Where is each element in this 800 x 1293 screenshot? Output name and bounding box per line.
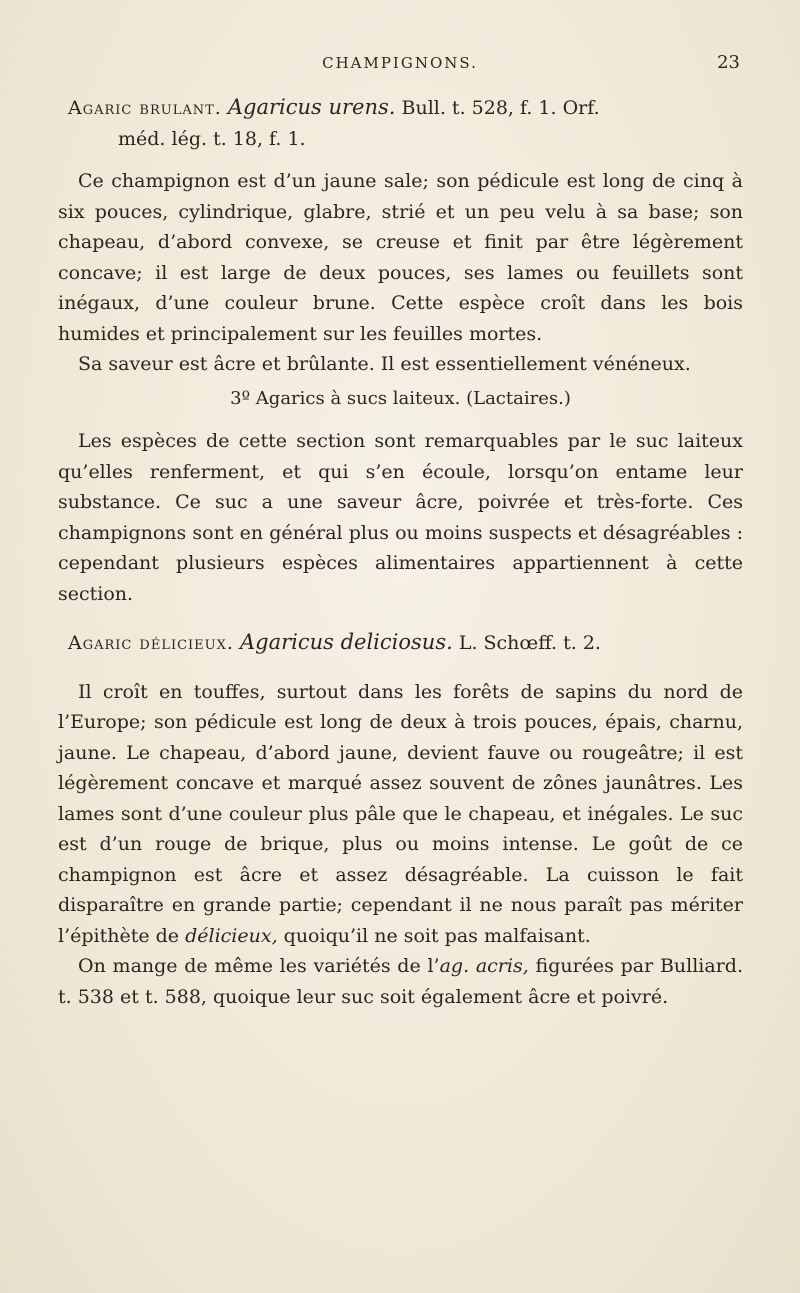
entry-latin-name: Agaricus urens. [227,95,396,119]
paragraph-description-1: Ce champignon est d’un jaune sale; son pédicule est long de cinq à six pouces, cylindrique, glabre, strié et un peu velu à sa base; son chapeau, d’abord convexe, se creuse et finit par être légèrement concave; il est large de deux pouces, ses lames ou feuillets sont inégaux, d’une couleur brune. Cette espèce croît dans les bois humides et principalement sur les feuilles mortes. [58,170,743,345]
entry-common-name: Agaric brulant. [68,97,222,119]
entry-reference: L. Schœff. t. 2. [458,632,601,654]
entry-latin-name: Agaricus deliciosus. [239,630,453,654]
running-head: CHAMPIGNONS. [322,54,478,72]
entry-common-name: Agaric délicieux. [68,632,234,654]
paragraph-text-end: figurées par Bulliard. t. 538 et t. 588, quoique leur suc soit également âcre et poivré. [58,955,743,1008]
entry-reference: Bull. t. 528, f. 1. Orf. [401,97,600,119]
paragraph-text: On mange de même les variétés de l’ [78,955,440,977]
page-number: 23 [717,52,740,73]
paragraph-description-2 [58,677,743,952]
paragraph-taste-1: Sa saveur est âcre et brûlante. Il est essentiellement vénéneux. [78,353,691,375]
page-header [0,50,800,80]
entry-heading-agaric-brulant [58,92,743,154]
emphasis-word: délicieux, [185,924,278,947]
entry-reference-continued: méd. lég. t. 18, f. 1. [118,127,306,150]
section-title-lactaires: 3º Agarics à sucs laiteux. (Lactaires.) [230,387,571,409]
paragraph-varieties [58,951,743,1012]
paragraph-text-end: quoiqu’il ne soit pas malfaisant. [283,924,591,947]
page-body [58,92,743,1012]
paragraph-section-intro: Les espèces de cette section sont remarquables par le suc laiteux qu’elles renferment, et qui s’en écoule, lorsqu’on entame leur substance. Ce suc a une saveur âcre, poivrée et très-forte. Ces champignons sont en général plus ou moins suspects et désagréables : cependant plusieurs espèces alimentaires appartiennent à cette section. [58,430,743,605]
entry-heading-agaric-delicieux [58,627,743,659]
emphasis-species: ag. acris, [439,955,529,977]
paragraph-text: Il croît en touffes, surtout dans les forêts de sapins du nord de l’Europe; son pédicule est long de deux à trois pouces, épais, charnu, jaune. Le chapeau, d’abord jaune, devient fauve ou rougeâtre; il est légèrement concave et marqué assez souvent de zônes jaunâtres. Les lames sont d’une couleur plus pâle que le chapeau, et inégales. Le suc est d’un rouge de brique, plus ou moins intense. Le goût de ce champignon est âcre et assez désagréable. La cuisson le fait disparaître en grande partie; cependant il ne nous paraît pas mériter l’épithète de [58,680,743,947]
